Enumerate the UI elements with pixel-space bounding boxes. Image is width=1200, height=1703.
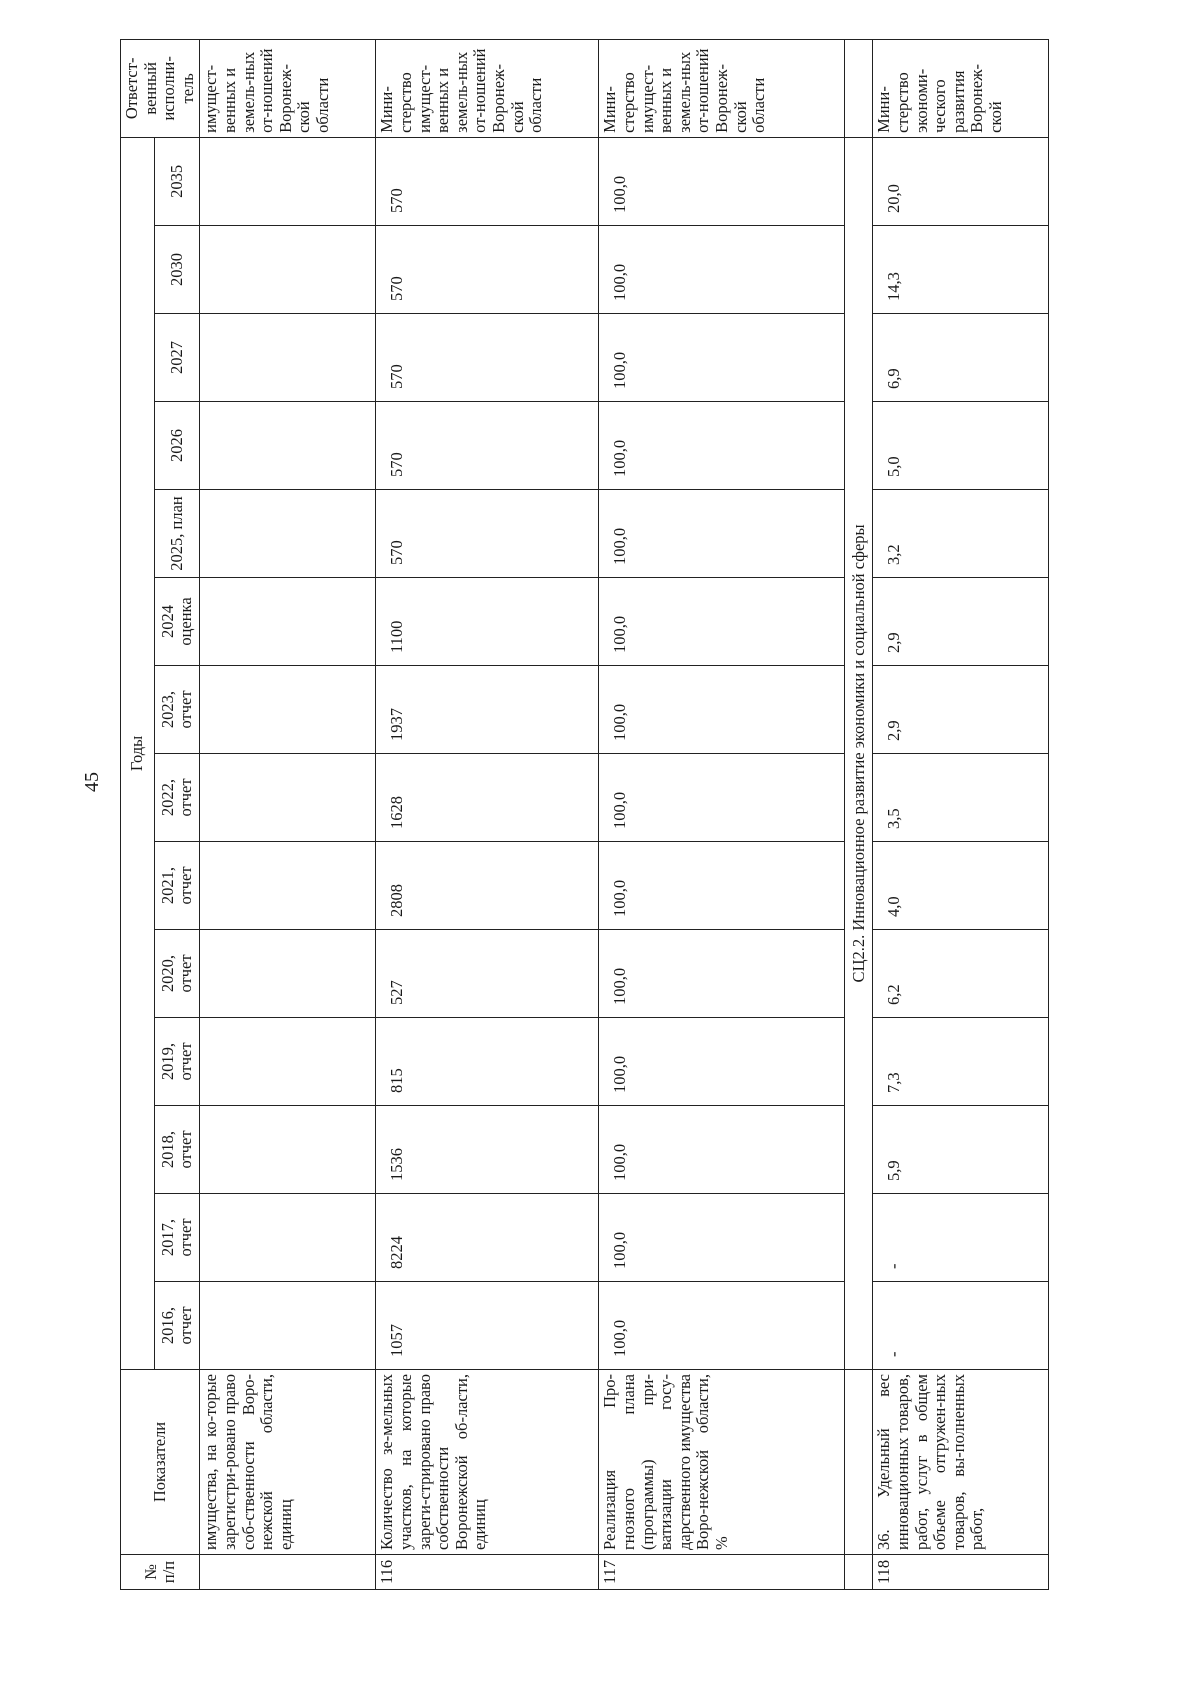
row-value <box>200 1282 376 1370</box>
row-value: 14,3 <box>873 226 1049 314</box>
row-value: 5,9 <box>873 1106 1049 1194</box>
row-value: 527 <box>376 930 599 1018</box>
row-responsible: Мини-стерство имущест-венных и земель-ных от-ношений Воронеж-ской области <box>376 39 599 137</box>
row-value: 100,0 <box>599 930 845 1018</box>
row-value: 100,0 <box>599 666 845 754</box>
table-row <box>873 39 1049 1589</box>
row-value: 4,0 <box>873 842 1049 930</box>
row-value: 8224 <box>376 1194 599 1282</box>
row-value <box>200 1106 376 1194</box>
year-header: 2020, отчет <box>155 930 200 1018</box>
year-header: 2023, отчет <box>155 666 200 754</box>
row-value: 100,0 <box>599 1106 845 1194</box>
row-responsible: Мини-стерство имущест-венных и земель-ных от-ношений Воронеж-ской области <box>599 39 845 137</box>
row-value <box>200 1018 376 1106</box>
row-value <box>200 402 376 490</box>
row-value: 100,0 <box>599 754 845 842</box>
row-value: 1100 <box>376 578 599 666</box>
row-value <box>200 930 376 1018</box>
row-value: 815 <box>376 1018 599 1106</box>
section-title: СЦ2.2. Инновационное развитие экономики и социальной сферы <box>845 137 873 1369</box>
row-num: 117 <box>599 1555 845 1590</box>
row-value: 100,0 <box>599 402 845 490</box>
row-value: 2,9 <box>873 666 1049 754</box>
year-header: 2030 <box>155 226 200 314</box>
row-value <box>200 226 376 314</box>
row-value: - <box>873 1282 1049 1370</box>
row-value: 100,0 <box>599 314 845 402</box>
row-responsible: имущест-венных и земель-ных от-ношений Воронеж-ской области <box>200 39 376 137</box>
row-value: - <box>873 1194 1049 1282</box>
row-value: 100,0 <box>599 226 845 314</box>
row-value <box>200 490 376 578</box>
header-years: Годы <box>121 137 155 1369</box>
row-value: 2808 <box>376 842 599 930</box>
header-num: № п/п <box>121 1555 200 1590</box>
row-value: 3,5 <box>873 754 1049 842</box>
year-header: 2025, план <box>155 490 200 578</box>
row-num: 118 <box>873 1555 1049 1590</box>
page-number: 45 <box>81 772 103 792</box>
row-value: 570 <box>376 402 599 490</box>
row-value: 570 <box>376 226 599 314</box>
row-value: 20,0 <box>873 137 1049 225</box>
row-value: 570 <box>376 490 599 578</box>
row-indicator: Количество зе-мельных участков, на которые зареги-стрировано право собственности Воронежской об-ласти, единиц <box>376 1370 599 1555</box>
row-value <box>200 137 376 225</box>
row-value: 100,0 <box>599 1282 845 1370</box>
year-header: 2019, отчет <box>155 1018 200 1106</box>
section-blank-num <box>845 1555 873 1590</box>
section-blank-responsible <box>845 39 873 137</box>
row-value: 1937 <box>376 666 599 754</box>
year-header: 2018, отчет <box>155 1106 200 1194</box>
row-value: 100,0 <box>599 137 845 225</box>
row-value <box>200 578 376 666</box>
year-header: 2022, отчет <box>155 754 200 842</box>
row-value: 3,2 <box>873 490 1049 578</box>
row-num: 116 <box>376 1555 599 1590</box>
row-value: 2,9 <box>873 578 1049 666</box>
section-row <box>845 39 873 1589</box>
row-num <box>200 1555 376 1590</box>
row-indicator: 36. Удельный вес инновационных товаров, работ, услуг в общем объеме отгружен-ных товаров, вы-полненных работ, <box>873 1370 1049 1555</box>
row-value: 100,0 <box>599 578 845 666</box>
row-value <box>200 842 376 930</box>
table-row <box>599 39 845 1589</box>
row-value: 6,9 <box>873 314 1049 402</box>
row-value: 1628 <box>376 754 599 842</box>
indicators-table <box>120 39 1049 1590</box>
row-indicator: Реализация Про-гнозного плана (программы) при-ватизации госу-дарственного имущества Воро-нежской области, % <box>599 1370 845 1555</box>
year-header: 2027 <box>155 314 200 402</box>
row-value: 100,0 <box>599 1194 845 1282</box>
row-value: 5,0 <box>873 402 1049 490</box>
row-value: 100,0 <box>599 490 845 578</box>
year-header: 2035 <box>155 137 200 225</box>
row-value: 100,0 <box>599 1018 845 1106</box>
row-value <box>200 1194 376 1282</box>
row-value <box>200 314 376 402</box>
year-header: 2016, отчет <box>155 1282 200 1370</box>
year-header: 2024 оценка <box>155 578 200 666</box>
row-value: 100,0 <box>599 842 845 930</box>
table-row <box>376 39 599 1589</box>
row-value: 7,3 <box>873 1018 1049 1106</box>
row-value: 570 <box>376 314 599 402</box>
row-value <box>200 754 376 842</box>
rotated-table-container <box>120 40 1085 1590</box>
header-indicator: Показатели <box>121 1370 200 1555</box>
year-header: 2026 <box>155 402 200 490</box>
year-header: 2021, отчет <box>155 842 200 930</box>
row-value: 6,2 <box>873 930 1049 1018</box>
section-blank-indicator <box>845 1370 873 1555</box>
year-header: 2017, отчет <box>155 1194 200 1282</box>
table-row <box>200 39 376 1589</box>
row-value: 570 <box>376 137 599 225</box>
row-value: 1057 <box>376 1282 599 1370</box>
row-value <box>200 666 376 754</box>
header-responsible: Ответст-венный исполни-тель <box>121 39 200 137</box>
header-row-years <box>155 39 200 1589</box>
row-value: 1536 <box>376 1106 599 1194</box>
row-responsible: Мини-стерство экономи-ческого развития Воронеж-ской <box>873 39 1049 137</box>
row-indicator: имущества, на ко-торые зарегистри-ровано право соб-ственности Воро-нежской области, единиц <box>200 1370 376 1555</box>
header-row-top <box>121 39 155 1589</box>
